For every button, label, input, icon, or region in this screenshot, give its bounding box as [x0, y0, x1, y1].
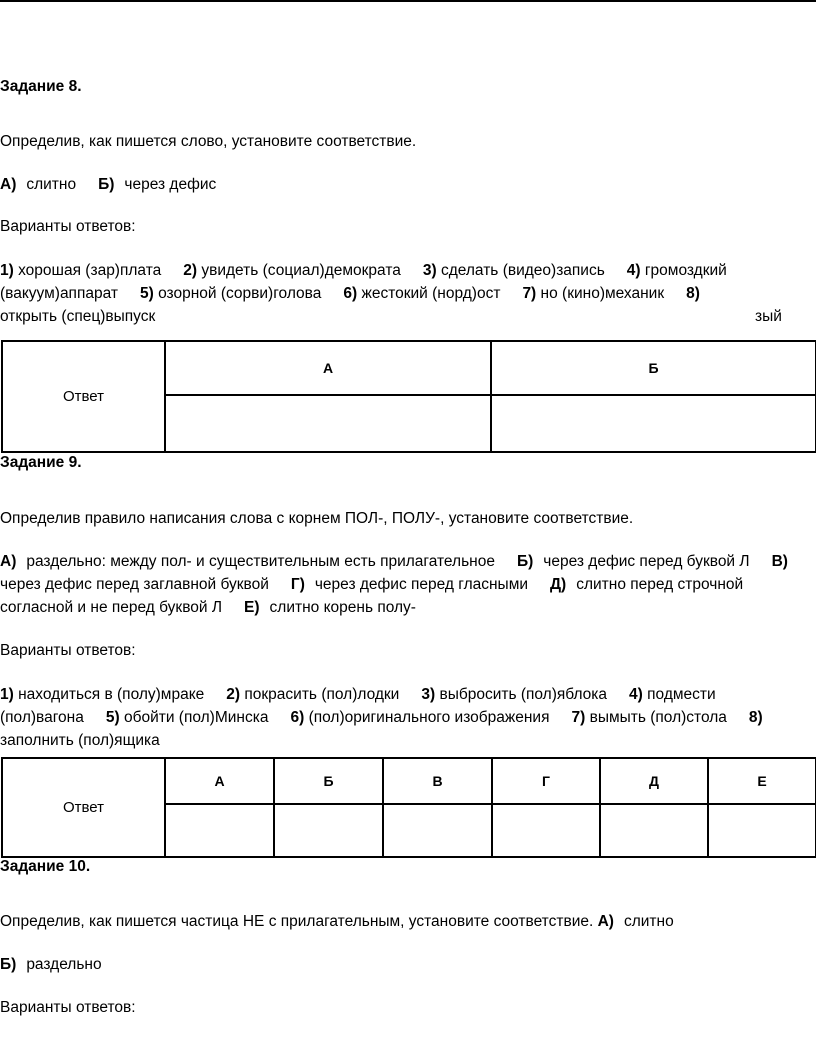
item-text: сделать (видео)запись: [440, 262, 605, 279]
rule-text: слитно корень полу-: [269, 599, 416, 616]
item-number: 7): [522, 285, 537, 302]
item-text: находиться в (полу)мраке: [18, 686, 205, 703]
item-text: увидеть (социал)демократа: [201, 262, 401, 279]
option-letter: Б): [0, 956, 17, 973]
item-number: 3): [422, 262, 437, 279]
answer-cell-a[interactable]: [165, 804, 274, 857]
item-text: хорошая (зар)плата: [18, 262, 162, 279]
item-number: 5): [139, 285, 154, 302]
task8-variants-label: Варианты ответов:: [0, 218, 136, 235]
header-cell-b: Б: [274, 758, 383, 804]
rule-text: через дефис перед гласными: [314, 576, 529, 593]
rule-letter: В): [771, 553, 788, 570]
task9-items-line2: [0, 708, 763, 728]
item-number: 6): [290, 709, 305, 726]
item-number: 8): [748, 709, 763, 726]
item-number: 4): [626, 262, 641, 279]
header-cell-a: А: [165, 341, 491, 395]
answer-cell-e[interactable]: [708, 804, 816, 857]
header-cell-v: В: [383, 758, 492, 804]
rule-letter: Д): [550, 576, 567, 593]
rule-text: слитно перед строчной: [576, 576, 744, 593]
item-number: 6): [343, 285, 358, 302]
rule-letter: Е): [244, 599, 260, 616]
task9-instruction: Определив правило написания слова с корнем ПОЛ-, ПОЛУ-, установите соответствие.: [0, 510, 634, 527]
task9-items-line3: заполнить (пол)ящика: [0, 732, 160, 749]
answer-cell-b[interactable]: [274, 804, 383, 857]
task10-title: Задание 10.: [0, 858, 91, 875]
task9-variants-label: Варианты ответов:: [0, 642, 136, 659]
rule-letter: Г): [290, 576, 305, 593]
item-number: 1): [0, 262, 14, 279]
task8-items-line3: открыть (спец)выпуск: [0, 308, 156, 325]
task8-options: [0, 175, 216, 195]
rule-text: через дефис перед заглавной буквой: [0, 576, 269, 593]
task10-variants-label: Варианты ответов:: [0, 999, 136, 1016]
item-number: 1): [0, 686, 14, 703]
answer-cell-a[interactable]: [165, 395, 491, 452]
item-text: подмести: [647, 686, 716, 703]
answer-cell-d[interactable]: [600, 804, 708, 857]
item-number: 5): [105, 709, 120, 726]
item-number: 4): [629, 686, 643, 703]
rule-text: согласной и не перед буквой Л: [0, 599, 223, 616]
item-text: громоздкий: [644, 262, 727, 279]
option-text: раздельно: [26, 956, 102, 973]
item-number: 8): [686, 285, 700, 302]
task9-rules-line1: [0, 552, 788, 572]
header-cell-b: Б: [491, 341, 816, 395]
option-text: через дефис: [124, 176, 217, 193]
instruction-text: Определив, как пишется частица НЕ с прилагательным, установите соответствие.: [0, 913, 594, 930]
task9-rules-line3: [0, 598, 416, 618]
task8-items-line1: [0, 261, 727, 281]
item-number: 2): [226, 686, 241, 703]
item-text: выбросить (пол)яблока: [439, 686, 608, 703]
item-number: 3): [421, 686, 436, 703]
item-number: 7): [571, 709, 586, 726]
item-text: жестокий (норд)ост: [361, 285, 501, 302]
item-text: (вакуум)аппарат: [0, 285, 118, 302]
rule-text: раздельно: между пол- и существительным есть прилагательное: [26, 553, 495, 570]
answer-cell-v[interactable]: [383, 804, 492, 857]
task10-option-b: [0, 955, 102, 975]
item-text: покрасить (пол)лодки: [244, 686, 400, 703]
item-text: озорной (сорви)голова: [158, 285, 322, 302]
task8-instruction: Определив, как пишется слово, установите соответствие.: [0, 133, 417, 150]
task9-title: Задание 9.: [0, 454, 82, 471]
task8-items-fragment: зый: [755, 308, 782, 325]
item-number: 2): [183, 262, 198, 279]
option-letter: А): [0, 176, 17, 193]
rule-letter: А): [0, 553, 17, 570]
task8-title: Задание 8.: [0, 78, 82, 95]
top-border-line: [0, 0, 816, 2]
answer-row-label: Ответ: [2, 341, 165, 452]
answer-cell-b[interactable]: [491, 395, 816, 452]
item-text: обойти (пол)Минска: [123, 709, 269, 726]
item-text: но (кино)механик: [540, 285, 665, 302]
option-text: слитно: [26, 176, 77, 193]
option-text: слитно: [623, 913, 674, 930]
option-letter: Б): [98, 176, 115, 193]
rule-text: через дефис перед буквой Л: [543, 553, 750, 570]
option-letter: А): [597, 913, 614, 930]
header-cell-d: Д: [600, 758, 708, 804]
header-cell-a: А: [165, 758, 274, 804]
header-cell-g: Г: [492, 758, 600, 804]
header-cell-e: Е: [708, 758, 816, 804]
task9-answer-table: [1, 757, 816, 858]
rule-letter: Б): [516, 553, 534, 570]
item-text: (пол)вагона: [0, 709, 84, 726]
item-text: вымыть (пол)стола: [589, 709, 727, 726]
task10-instruction: [0, 912, 674, 932]
task8-items-line2: [0, 284, 700, 304]
task9-rules-line2: [0, 575, 743, 595]
task8-answer-table: [1, 340, 816, 453]
task9-items-line1: [0, 685, 716, 705]
item-text: (пол)оригинального изображения: [308, 709, 550, 726]
answer-row-label: Ответ: [2, 758, 165, 857]
answer-cell-g[interactable]: [492, 804, 600, 857]
